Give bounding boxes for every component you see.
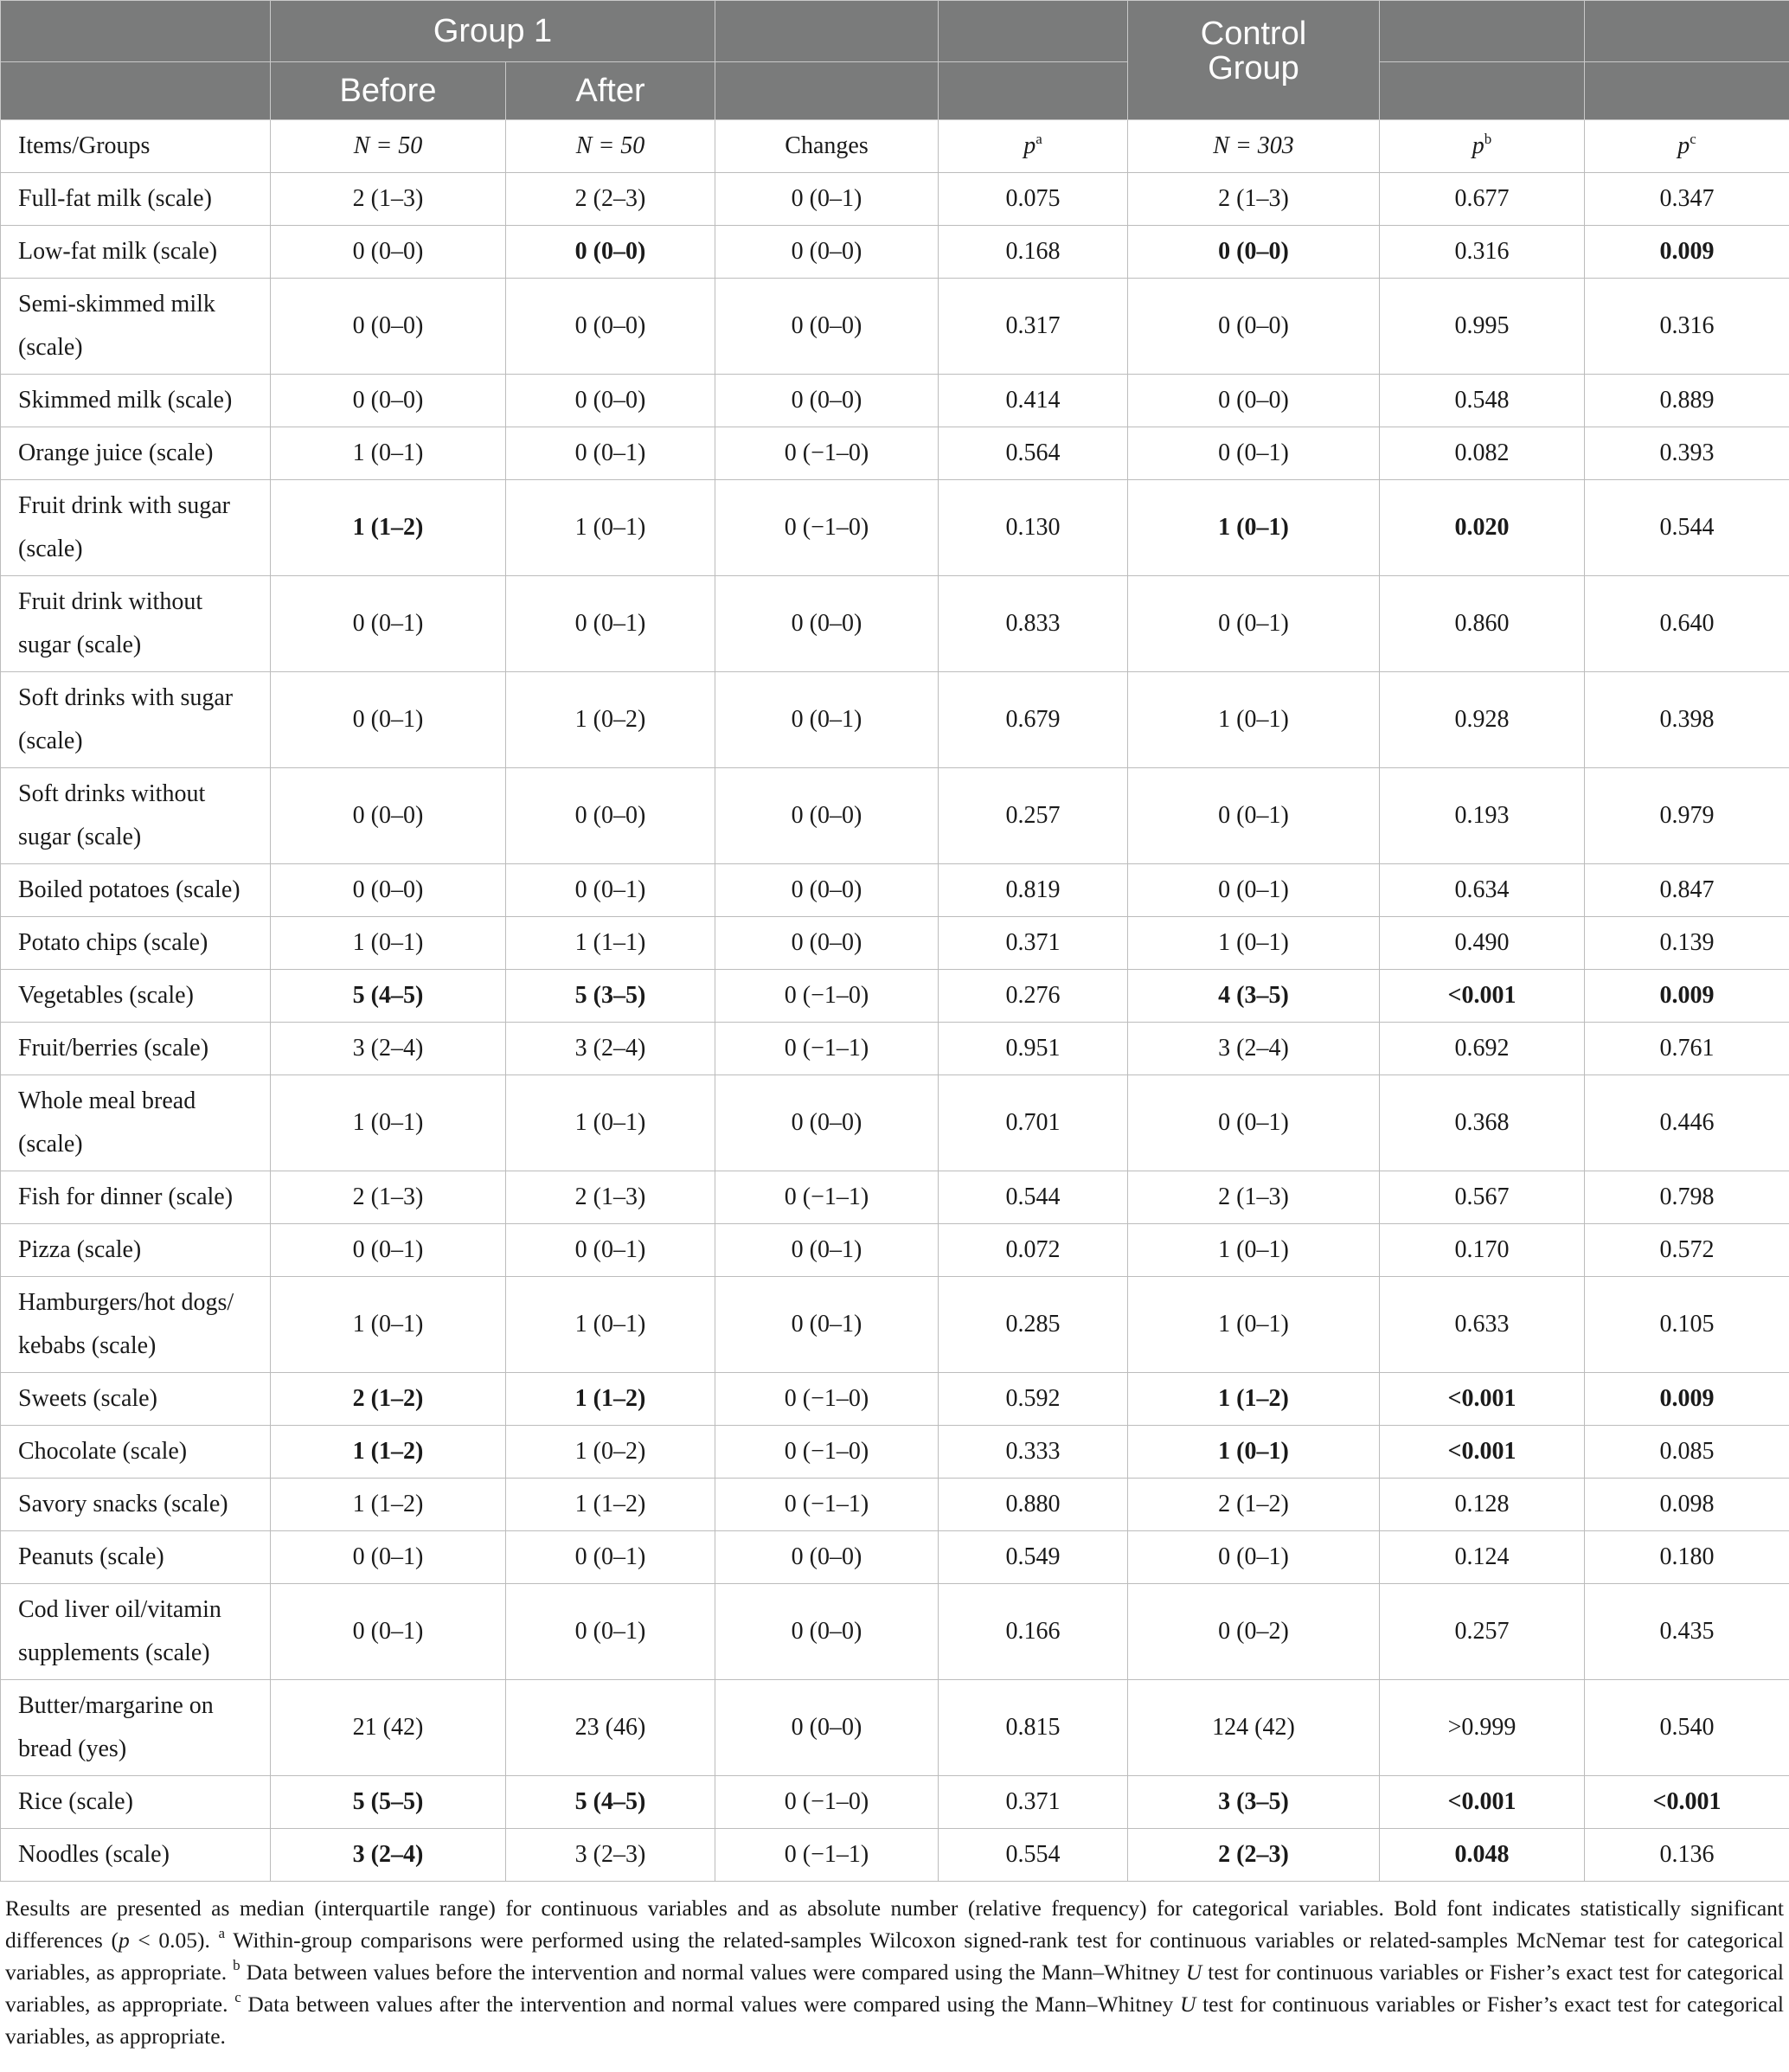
cell-control: 2 (1–2) xyxy=(1128,1479,1380,1531)
pa-sup: a xyxy=(1036,131,1042,147)
cell-before: 1 (0–1) xyxy=(271,1277,506,1373)
table-row xyxy=(1,1479,1789,1531)
cell-after: 0 (0–1) xyxy=(506,576,715,672)
cell-control: 2 (1–3) xyxy=(1128,1171,1380,1224)
cell-pb: 0.368 xyxy=(1380,1075,1585,1171)
cell-changes: 0 (−1–1) xyxy=(715,1479,939,1531)
cell-pc: 0.761 xyxy=(1585,1023,1789,1075)
cell-pc: 0.435 xyxy=(1585,1584,1789,1680)
n-control-text: N = 303 xyxy=(1213,132,1294,159)
cell-pa: 0.072 xyxy=(939,1224,1128,1277)
cell-after: 0 (0–1) xyxy=(506,1224,715,1277)
cell-pb: 0.490 xyxy=(1380,917,1585,970)
n-before xyxy=(271,120,506,173)
cell-pb: 0.316 xyxy=(1380,226,1585,279)
cell-pb: 0.128 xyxy=(1380,1479,1585,1531)
cell-item: Peanuts (scale) xyxy=(1,1531,271,1584)
cell-pb: 0.257 xyxy=(1380,1584,1585,1680)
cell-item: Semi-skimmed milk (scale) xyxy=(1,279,271,375)
cell-changes: 0 (−1–1) xyxy=(715,1171,939,1224)
cell-item: Soft drinks with sugar (scale) xyxy=(1,672,271,768)
cell-item: Low-fat milk (scale) xyxy=(1,226,271,279)
cell-control: 1 (0–1) xyxy=(1128,1426,1380,1479)
footnote-text: test for continuous variables or Fisher’s exact test for categorical variables, as appropriate. xyxy=(5,1960,1785,2017)
cell-before: 5 (5–5) xyxy=(271,1776,506,1829)
cell-changes: 0 (0–1) xyxy=(715,173,939,226)
cell-before: 0 (0–1) xyxy=(271,672,506,768)
cell-pc: 0.847 xyxy=(1585,864,1789,917)
cell-pb: 0.082 xyxy=(1380,427,1585,480)
cell-pa: 0.130 xyxy=(939,480,1128,576)
cell-control: 3 (2–4) xyxy=(1128,1023,1380,1075)
table-row xyxy=(1,1531,1789,1584)
pb-sup: b xyxy=(1484,131,1492,147)
cell-item: Noodles (scale) xyxy=(1,1829,271,1882)
cell-pb: 0.567 xyxy=(1380,1171,1585,1224)
cell-item: Potato chips (scale) xyxy=(1,917,271,970)
cell-control: 3 (3–5) xyxy=(1128,1776,1380,1829)
cell-control: 0 (0–1) xyxy=(1128,768,1380,864)
cell-after: 5 (3–5) xyxy=(506,970,715,1023)
table-header xyxy=(1,1,1789,120)
cell-pc: 0.085 xyxy=(1585,1426,1789,1479)
cell-pc: 0.640 xyxy=(1585,576,1789,672)
pc-text: p xyxy=(1677,132,1690,159)
cell-item: Fruit drink with sugar (scale) xyxy=(1,480,271,576)
cell-after: 0 (0–0) xyxy=(506,226,715,279)
cell-item: Sweets (scale) xyxy=(1,1373,271,1426)
cell-pa: 0.333 xyxy=(939,1426,1128,1479)
cell-pc: 0.544 xyxy=(1585,480,1789,576)
cell-pc: 0.009 xyxy=(1585,970,1789,1023)
control-group-header: Control Group xyxy=(1128,1,1380,120)
after-header: After xyxy=(506,62,715,120)
cell-pa: 0.168 xyxy=(939,226,1128,279)
cell-changes: 0 (0–0) xyxy=(715,1531,939,1584)
table-row xyxy=(1,672,1789,768)
cell-item: Savory snacks (scale) xyxy=(1,1479,271,1531)
table-row xyxy=(1,375,1789,427)
cell-item: Fruit/berries (scale) xyxy=(1,1023,271,1075)
pc-label xyxy=(1585,120,1789,173)
cell-after: 1 (1–2) xyxy=(506,1373,715,1426)
cell-pb: 0.170 xyxy=(1380,1224,1585,1277)
cell-pa: 0.414 xyxy=(939,375,1128,427)
cell-pb: 0.048 xyxy=(1380,1829,1585,1882)
cell-after: 0 (0–0) xyxy=(506,279,715,375)
cell-pb: 0.692 xyxy=(1380,1023,1585,1075)
footnote-u: U xyxy=(1185,1960,1202,1985)
table-row xyxy=(1,768,1789,864)
header-blank-cell xyxy=(1585,1,1789,62)
cell-before: 0 (0–0) xyxy=(271,864,506,917)
cell-changes: 0 (0–0) xyxy=(715,864,939,917)
items-groups-label: Items/Groups xyxy=(1,120,271,173)
cell-pc: 0.347 xyxy=(1585,173,1789,226)
cell-pa: 0.371 xyxy=(939,1776,1128,1829)
cell-before: 1 (0–1) xyxy=(271,427,506,480)
cell-control: 0 (0–0) xyxy=(1128,226,1380,279)
cell-after: 1 (0–2) xyxy=(506,1426,715,1479)
cell-after: 23 (46) xyxy=(506,1680,715,1776)
cell-after: 0 (0–1) xyxy=(506,1531,715,1584)
table-footnote xyxy=(0,1882,1789,2052)
table-row xyxy=(1,279,1789,375)
cell-pc: 0.889 xyxy=(1585,375,1789,427)
cell-after: 5 (4–5) xyxy=(506,1776,715,1829)
cell-pc: 0.139 xyxy=(1585,917,1789,970)
cell-item: Boiled potatoes (scale) xyxy=(1,864,271,917)
cell-changes: 0 (−1–0) xyxy=(715,427,939,480)
cell-pc: 0.105 xyxy=(1585,1277,1789,1373)
cell-pa: 0.075 xyxy=(939,173,1128,226)
table-row xyxy=(1,1680,1789,1776)
n-before-text: N = 50 xyxy=(353,132,423,159)
changes-label: Changes xyxy=(715,120,939,173)
cell-pa: 0.317 xyxy=(939,279,1128,375)
cell-pc: 0.009 xyxy=(1585,1373,1789,1426)
cell-pb: 0.928 xyxy=(1380,672,1585,768)
cell-before: 0 (0–0) xyxy=(271,375,506,427)
cell-pc: 0.098 xyxy=(1585,1479,1789,1531)
header-blank-cell xyxy=(715,62,939,120)
footnote-text: Data between values before the intervention and normal values were compared using the Mann–Whitney xyxy=(240,1960,1186,1985)
cell-pa: 0.257 xyxy=(939,768,1128,864)
cell-control: 0 (0–1) xyxy=(1128,576,1380,672)
cell-pa: 0.701 xyxy=(939,1075,1128,1171)
footnote-text: Results are presented as median (interquartile range) for continuous variables and as absolute number (relative frequency) for categorical variables. Bold font indicates statistically significant differences ( xyxy=(5,1896,1784,1953)
cell-changes: 0 (0–0) xyxy=(715,1075,939,1171)
cell-after: 0 (0–0) xyxy=(506,375,715,427)
cell-changes: 0 (−1–0) xyxy=(715,480,939,576)
cell-pa: 0.276 xyxy=(939,970,1128,1023)
cell-pb: <0.001 xyxy=(1380,1776,1585,1829)
cell-control: 2 (1–3) xyxy=(1128,173,1380,226)
cell-pc: 0.009 xyxy=(1585,226,1789,279)
cell-before: 3 (2–4) xyxy=(271,1023,506,1075)
cell-item: Vegetables (scale) xyxy=(1,970,271,1023)
table-row xyxy=(1,1373,1789,1426)
cell-changes: 0 (−1–0) xyxy=(715,970,939,1023)
table-row xyxy=(1,917,1789,970)
cell-pa: 0.592 xyxy=(939,1373,1128,1426)
cell-before: 0 (0–0) xyxy=(271,279,506,375)
footnote-sup-b: b xyxy=(233,1957,240,1973)
cell-after: 3 (2–4) xyxy=(506,1023,715,1075)
pa-text: p xyxy=(1023,132,1036,159)
header-blank-cell xyxy=(1380,62,1585,120)
cell-pb: 0.860 xyxy=(1380,576,1585,672)
cell-after: 3 (2–3) xyxy=(506,1829,715,1882)
cell-control: 1 (0–1) xyxy=(1128,672,1380,768)
cell-control: 1 (0–1) xyxy=(1128,480,1380,576)
cell-control: 0 (0–1) xyxy=(1128,1531,1380,1584)
cell-item: Chocolate (scale) xyxy=(1,1426,271,1479)
cell-pc: 0.540 xyxy=(1585,1680,1789,1776)
cell-changes: 0 (0–1) xyxy=(715,1224,939,1277)
cell-before: 1 (0–1) xyxy=(271,917,506,970)
cell-pb: <0.001 xyxy=(1380,1373,1585,1426)
cell-control: 124 (42) xyxy=(1128,1680,1380,1776)
cell-control: 1 (0–1) xyxy=(1128,1277,1380,1373)
footnote-text: Data between values after the intervention and normal values were compared using the Mann–Whitney xyxy=(240,1992,1180,2017)
cell-pa: 0.679 xyxy=(939,672,1128,768)
n-after-text: N = 50 xyxy=(575,132,645,159)
cell-item: Whole meal bread (scale) xyxy=(1,1075,271,1171)
cell-after: 0 (0–1) xyxy=(506,864,715,917)
cell-before: 0 (0–1) xyxy=(271,576,506,672)
cell-pc: <0.001 xyxy=(1585,1776,1789,1829)
cell-changes: 0 (−1–0) xyxy=(715,1373,939,1426)
cell-before: 21 (42) xyxy=(271,1680,506,1776)
pb-text: p xyxy=(1472,132,1484,159)
cell-before: 0 (0–1) xyxy=(271,1224,506,1277)
cell-pa: 0.371 xyxy=(939,917,1128,970)
cell-pc: 0.572 xyxy=(1585,1224,1789,1277)
footnote-text: test for continuous variables or Fisher’s exact test for categorical variables, as appropriate. xyxy=(5,1992,1784,2049)
cell-pb: 0.193 xyxy=(1380,768,1585,864)
cell-pb: 0.634 xyxy=(1380,864,1585,917)
pb-label xyxy=(1380,120,1585,173)
cell-after: 0 (0–1) xyxy=(506,1584,715,1680)
table-row xyxy=(1,1277,1789,1373)
table-row xyxy=(1,1023,1789,1075)
cell-after: 1 (0–1) xyxy=(506,1075,715,1171)
table-row xyxy=(1,1584,1789,1680)
cell-after: 1 (0–1) xyxy=(506,1277,715,1373)
cell-item: Cod liver oil/vitamin supplements (scale) xyxy=(1,1584,271,1680)
table-row xyxy=(1,970,1789,1023)
header-blank-cell xyxy=(939,62,1128,120)
footnote-u: U xyxy=(1179,1992,1196,2017)
cell-after: 0 (0–0) xyxy=(506,768,715,864)
n-control xyxy=(1128,120,1380,173)
cell-before: 3 (2–4) xyxy=(271,1829,506,1882)
cell-before: 2 (1–3) xyxy=(271,1171,506,1224)
header-blank-cell xyxy=(1,62,271,120)
cell-pb: 0.995 xyxy=(1380,279,1585,375)
footnote-sup-a: a xyxy=(218,1925,226,1941)
cell-changes: 0 (−1–1) xyxy=(715,1829,939,1882)
table-row xyxy=(1,427,1789,480)
cell-pa: 0.554 xyxy=(939,1829,1128,1882)
cell-changes: 0 (0–0) xyxy=(715,917,939,970)
cell-changes: 0 (0–1) xyxy=(715,672,939,768)
cell-pc: 0.446 xyxy=(1585,1075,1789,1171)
table-row xyxy=(1,1776,1789,1829)
cell-item: Soft drinks without sugar (scale) xyxy=(1,768,271,864)
cell-pa: 0.815 xyxy=(939,1680,1128,1776)
cell-pa: 0.544 xyxy=(939,1171,1128,1224)
pa-label xyxy=(939,120,1128,173)
cell-pc: 0.136 xyxy=(1585,1829,1789,1882)
table-row xyxy=(1,576,1789,672)
cell-control: 0 (0–0) xyxy=(1128,375,1380,427)
cell-pa: 0.166 xyxy=(939,1584,1128,1680)
cell-pc: 0.316 xyxy=(1585,279,1789,375)
cell-pc: 0.398 xyxy=(1585,672,1789,768)
cell-changes: 0 (0–0) xyxy=(715,279,939,375)
cell-before: 0 (0–0) xyxy=(271,226,506,279)
cell-pb: 0.548 xyxy=(1380,375,1585,427)
cell-pa: 0.833 xyxy=(939,576,1128,672)
footnote-p: p xyxy=(118,1928,130,1953)
cell-pc: 0.979 xyxy=(1585,768,1789,864)
cell-changes: 0 (−1–0) xyxy=(715,1426,939,1479)
header-blank-cell xyxy=(1585,62,1789,120)
table-row xyxy=(1,1075,1789,1171)
table-row xyxy=(1,1171,1789,1224)
cell-changes: 0 (0–0) xyxy=(715,1584,939,1680)
subheader-row xyxy=(1,120,1789,173)
cell-pb: 0.020 xyxy=(1380,480,1585,576)
table-row xyxy=(1,864,1789,917)
cell-pc: 0.393 xyxy=(1585,427,1789,480)
table-row xyxy=(1,226,1789,279)
cell-item: Full-fat milk (scale) xyxy=(1,173,271,226)
cell-pb: 0.124 xyxy=(1380,1531,1585,1584)
table-row xyxy=(1,1224,1789,1277)
cell-before: 1 (0–1) xyxy=(271,1075,506,1171)
cell-item: Hamburgers/hot dogs/ kebabs (scale) xyxy=(1,1277,271,1373)
header-blank-cell xyxy=(939,1,1128,62)
cell-item: Pizza (scale) xyxy=(1,1224,271,1277)
footnote-sup-c: c xyxy=(234,1989,241,2005)
cell-after: 2 (1–3) xyxy=(506,1171,715,1224)
cell-after: 1 (0–1) xyxy=(506,480,715,576)
cell-after: 2 (2–3) xyxy=(506,173,715,226)
cell-item: Butter/margarine on bread (yes) xyxy=(1,1680,271,1776)
footnote-text: < 0.05). xyxy=(129,1928,219,1953)
table-row xyxy=(1,1426,1789,1479)
table-row xyxy=(1,173,1789,226)
cell-control: 1 (0–1) xyxy=(1128,1224,1380,1277)
cell-pb: <0.001 xyxy=(1380,1426,1585,1479)
cell-pa: 0.285 xyxy=(939,1277,1128,1373)
cell-pb: <0.001 xyxy=(1380,970,1585,1023)
cell-before: 2 (1–3) xyxy=(271,173,506,226)
cell-control: 0 (0–1) xyxy=(1128,864,1380,917)
cell-before: 1 (1–2) xyxy=(271,480,506,576)
header-blank-cell xyxy=(715,1,939,62)
cell-changes: 0 (0–1) xyxy=(715,1277,939,1373)
cell-pa: 0.819 xyxy=(939,864,1128,917)
cell-item: Fruit drink without sugar (scale) xyxy=(1,576,271,672)
cell-before: 1 (1–2) xyxy=(271,1426,506,1479)
cell-control: 1 (0–1) xyxy=(1128,917,1380,970)
table-body xyxy=(1,120,1789,1882)
cell-item: Orange juice (scale) xyxy=(1,427,271,480)
cell-after: 1 (0–2) xyxy=(506,672,715,768)
cell-pa: 0.880 xyxy=(939,1479,1128,1531)
cell-item: Skimmed milk (scale) xyxy=(1,375,271,427)
cell-changes: 0 (−1–1) xyxy=(715,1023,939,1075)
cell-before: 0 (0–1) xyxy=(271,1531,506,1584)
cell-before: 0 (0–1) xyxy=(271,1584,506,1680)
cell-pb: 0.633 xyxy=(1380,1277,1585,1373)
cell-before: 2 (1–2) xyxy=(271,1373,506,1426)
cell-changes: 0 (0–0) xyxy=(715,768,939,864)
cell-pc: 0.180 xyxy=(1585,1531,1789,1584)
cell-pa: 0.549 xyxy=(939,1531,1128,1584)
cell-item: Fish for dinner (scale) xyxy=(1,1171,271,1224)
cell-control: 0 (0–2) xyxy=(1128,1584,1380,1680)
cell-control: 2 (2–3) xyxy=(1128,1829,1380,1882)
cell-changes: 0 (0–0) xyxy=(715,375,939,427)
cell-after: 0 (0–1) xyxy=(506,427,715,480)
pc-sup: c xyxy=(1690,131,1696,147)
before-header: Before xyxy=(271,62,506,120)
cell-before: 1 (1–2) xyxy=(271,1479,506,1531)
header-blank-cell xyxy=(1380,1,1585,62)
cell-pb: 0.677 xyxy=(1380,173,1585,226)
cell-pa: 0.951 xyxy=(939,1023,1128,1075)
footnote-text: Within-group comparisons were performed using the related-samples Wilcoxon signed-rank test for continuous variables or related-samples McNemar test for categorical variables, as appropriate. xyxy=(5,1928,1785,1985)
cell-item: Rice (scale) xyxy=(1,1776,271,1829)
cell-after: 1 (1–2) xyxy=(506,1479,715,1531)
cell-before: 0 (0–0) xyxy=(271,768,506,864)
cell-pb: >0.999 xyxy=(1380,1680,1585,1776)
cell-changes: 0 (−1–0) xyxy=(715,1776,939,1829)
cell-pc: 0.798 xyxy=(1585,1171,1789,1224)
table-row xyxy=(1,480,1789,576)
cell-changes: 0 (0–0) xyxy=(715,1680,939,1776)
cell-pa: 0.564 xyxy=(939,427,1128,480)
cell-control: 0 (0–0) xyxy=(1128,279,1380,375)
cell-control: 4 (3–5) xyxy=(1128,970,1380,1023)
n-after xyxy=(506,120,715,173)
cell-control: 0 (0–1) xyxy=(1128,427,1380,480)
cell-before: 5 (4–5) xyxy=(271,970,506,1023)
cell-after: 1 (1–1) xyxy=(506,917,715,970)
cell-control: 0 (0–1) xyxy=(1128,1075,1380,1171)
group1-header: Group 1 xyxy=(271,1,715,62)
cell-changes: 0 (0–0) xyxy=(715,226,939,279)
cell-changes: 0 (0–0) xyxy=(715,576,939,672)
cell-control: 1 (1–2) xyxy=(1128,1373,1380,1426)
header-blank-cell xyxy=(1,1,271,62)
table-row xyxy=(1,1829,1789,1882)
